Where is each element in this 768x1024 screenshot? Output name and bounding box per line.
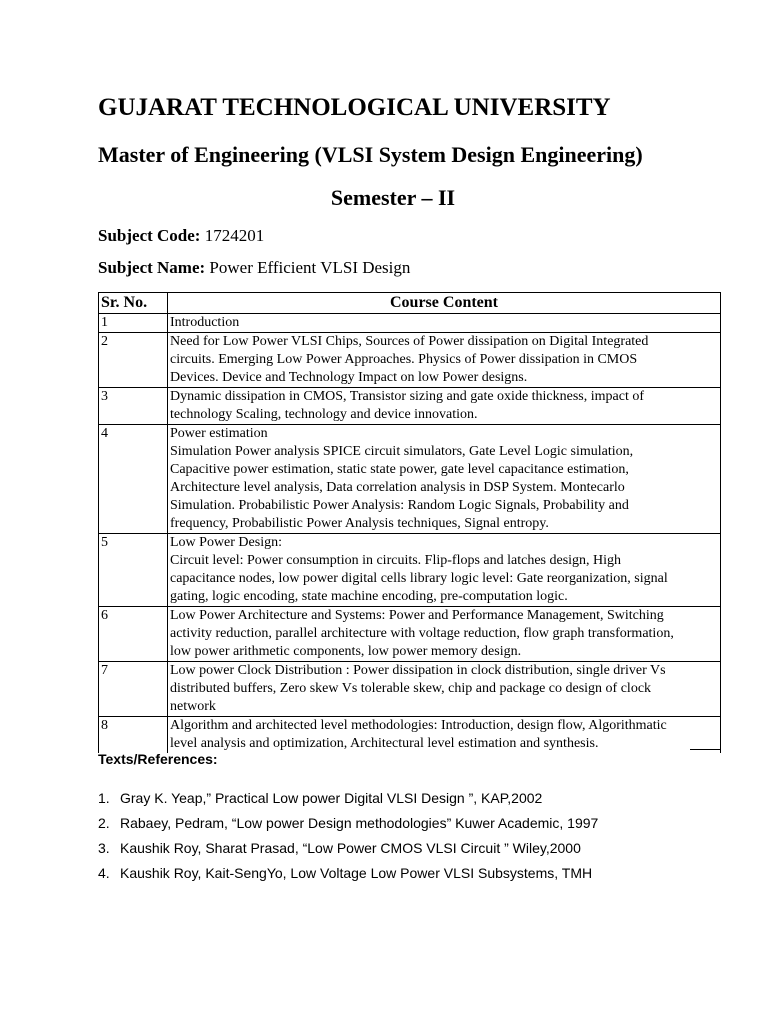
- reference-number: 1.: [98, 790, 110, 806]
- row-number: 5: [99, 534, 168, 607]
- content-line: Need for Low Power VLSI Chips, Sources of Power dissipation on Digital Integrated: [170, 334, 649, 349]
- content-line: activity reduction, parallel architecture with voltage reduction, flow graph transformation,: [170, 626, 674, 641]
- subject-name-value: Power Efficient VLSI Design: [209, 258, 411, 277]
- reference-text: Gray K. Yeap,” Practical Low power Digital VLSI Design ”, KAP,2002: [120, 790, 543, 806]
- table-row: [99, 333, 721, 388]
- content-line: circuits. Emerging Low Power Approaches. Physics of Power dissipation in CMOS: [170, 352, 638, 367]
- content-line: Capacitive power estimation, static state power, gate level capacitance estimation,: [170, 462, 629, 477]
- table-tail-rule: [690, 749, 721, 750]
- semester-title: Semester – II: [330, 185, 456, 210]
- row-number: 4: [99, 425, 168, 534]
- table-row: [99, 662, 721, 717]
- table-row: [99, 425, 721, 534]
- table-header-row: [99, 293, 721, 314]
- content-line: low power arithmetic components, low power memory design.: [170, 644, 522, 659]
- table-row: [99, 717, 721, 754]
- reference-text: Kaushik Roy, Kait-SengYo, Low Voltage Low Power VLSI Subsystems, TMH: [120, 865, 593, 881]
- row-number: 8: [99, 717, 168, 754]
- reference-number: 3.: [98, 840, 110, 856]
- row-number: 2: [99, 333, 168, 388]
- subject-code-label: Subject Code:: [98, 226, 201, 245]
- row-content: [168, 425, 721, 534]
- content-line: gating, logic encoding, state machine encoding, pre-computation logic.: [170, 589, 568, 604]
- content-line: Devices. Device and Technology Impact on low Power designs.: [170, 370, 528, 385]
- content-line: Power estimation: [170, 426, 268, 441]
- content-line: Simulation. Probabilistic Power Analysis: Random Logic Signals, Probability and: [170, 498, 629, 513]
- row-number: 1: [99, 314, 168, 333]
- content-line: Dynamic dissipation in CMOS, Transistor sizing and gate oxide thickness, impact of: [170, 389, 645, 404]
- subject-code-value: 1724201: [204, 226, 265, 245]
- reference-text: Rabaey, Pedram, “Low power Design methodologies” Kuwer Academic, 1997: [120, 815, 599, 831]
- content-line: network: [170, 699, 216, 714]
- subject-name-line: [98, 258, 410, 278]
- row-number: 6: [99, 607, 168, 662]
- content-line: Circuit level: Power consumption in circuits. Flip-flops and latches design, High: [170, 553, 622, 568]
- content-line: Simulation Power analysis SPICE circuit simulators, Gate Level Logic simulation,: [170, 444, 634, 459]
- table-row: [99, 314, 721, 333]
- reference-item: [98, 789, 598, 814]
- reference-item: [98, 839, 598, 864]
- header-course-content: Course Content: [168, 293, 721, 314]
- reference-item: [98, 814, 598, 839]
- row-content: [168, 388, 721, 425]
- row-content: [168, 717, 721, 754]
- content-line: frequency, Probabilistic Power Analysis techniques, Signal entropy.: [170, 516, 549, 531]
- content-line: capacitance nodes, low power digital cells library logic level: Gate reorganization, signal: [170, 571, 668, 586]
- row-content: [168, 607, 721, 662]
- university-title: GUJARAT TECHNOLOGICAL UNIVERSITY: [98, 94, 611, 121]
- reference-number: 4.: [98, 865, 110, 881]
- content-line: distributed buffers, Zero skew Vs tolerable skew, chip and package co design of clock: [170, 681, 652, 696]
- content-line: level analysis and optimization, Architectural level estimation and synthesis.: [170, 736, 599, 751]
- content-line: Low power Clock Distribution : Power dissipation in clock distribution, single driver Vs: [170, 663, 666, 678]
- row-content: [168, 314, 721, 333]
- content-line: Low Power Architecture and Systems: Power and Performance Management, Switching: [170, 608, 664, 623]
- row-content: [168, 662, 721, 717]
- table-row: [99, 388, 721, 425]
- content-line: Low Power Design:: [170, 535, 282, 550]
- reference-number: 2.: [98, 815, 110, 831]
- row-number: 7: [99, 662, 168, 717]
- content-line: Algorithm and architected level methodologies: Introduction, design flow, Algorithmatic: [170, 718, 667, 733]
- row-content: [168, 333, 721, 388]
- reference-text: Kaushik Roy, Sharat Prasad, “Low Power CMOS VLSI Circuit ” Wiley,2000: [120, 840, 581, 856]
- row-number: 3: [99, 388, 168, 425]
- content-line: Architecture level analysis, Data correlation analysis in DSP System. Montecarlo: [170, 480, 625, 495]
- reference-item: [98, 864, 598, 889]
- content-line: Introduction: [170, 315, 240, 330]
- table-row: [99, 607, 721, 662]
- content-line: technology Scaling, technology and device innovation.: [170, 407, 478, 422]
- program-title: Master of Engineering (VLSI System Design Engineering): [98, 142, 643, 167]
- table-row: [99, 534, 721, 607]
- references-list: [98, 789, 598, 889]
- course-content-table: [98, 292, 721, 753]
- row-content: [168, 534, 721, 607]
- references-heading: Texts/References:: [98, 751, 218, 767]
- subject-name-label: Subject Name:: [98, 258, 206, 277]
- header-sr-no: Sr. No.: [99, 293, 168, 314]
- subject-code-line: [98, 226, 264, 246]
